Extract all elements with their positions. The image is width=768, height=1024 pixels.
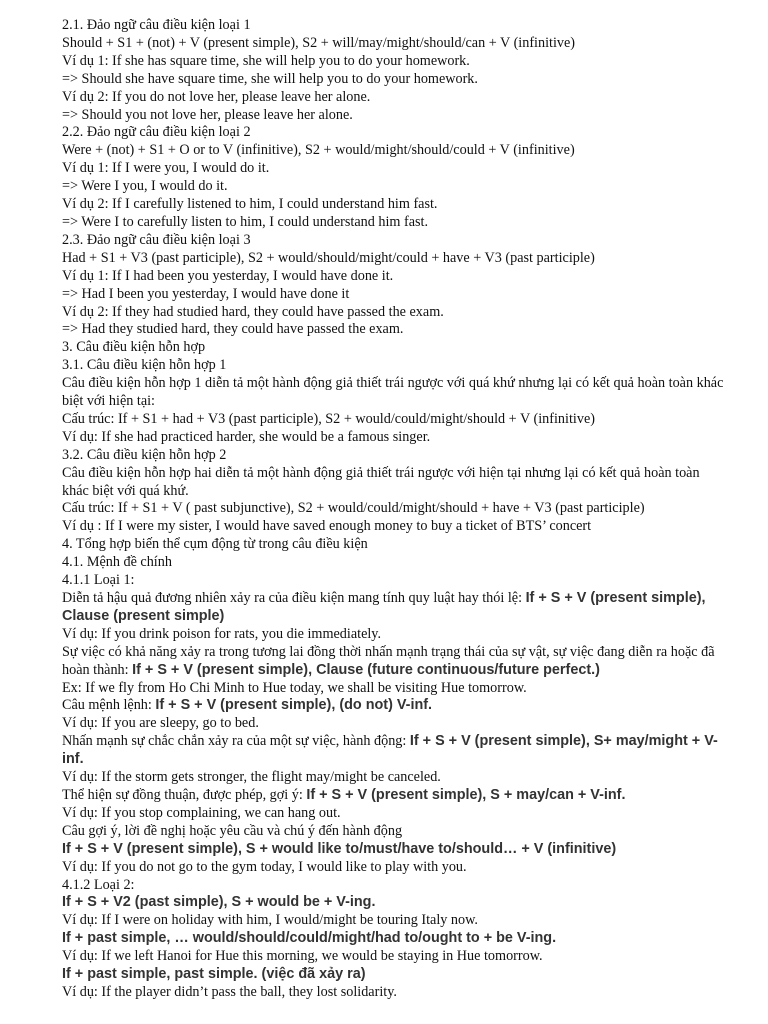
example-line: Ví dụ: If you do not go to the gym today, I would like to play with you.	[62, 858, 467, 875]
example-line: Ví dụ: If I were on holiday with him, I would/might be touring Italy now.	[62, 912, 478, 929]
paragraph-text: Nhấn mạnh sự chắc chắn xảy ra của một sự việc, hành động:	[62, 733, 410, 750]
formula-bold: If + past simple, … would/should/could/might/had to/ought to + be V-ing.	[62, 930, 557, 947]
formula-bold: If + S + V (present simple), Clause (future continuous/future perfect.)	[132, 661, 600, 678]
paragraph-mixed	[62, 590, 728, 626]
paragraph-mixed	[62, 644, 728, 680]
heading-2-3: 2.3. Đảo ngữ câu điều kiện loại 3	[62, 231, 251, 248]
paragraph: Câu điều kiện hỗn hợp hai diễn tả một hành động giả thiết trái ngược với hiện tại nhưng lại có kết quả hoàn toàn khác biệt với quá khứ.	[62, 464, 700, 499]
formula-bold: If + S + V (present simple), S + may/can + V-inf.	[306, 786, 626, 803]
example-line: Ví dụ: If the player didn’t pass the ball, they lost solidarity.	[62, 983, 397, 1000]
paragraph-text: Câu mệnh lệnh:	[62, 697, 156, 714]
heading-3-2: 3.2. Câu điều kiện hỗn hợp 2	[62, 446, 227, 463]
example-line: Ví dụ: If you drink poison for rats, you die immediately.	[62, 625, 382, 642]
formula-line: Cấu trúc: If + S1 + V ( past subjunctive), S2 + would/could/might/should + have + V3 (past participle)	[62, 500, 645, 517]
example-line: Ví dụ 1: If she has square time, she will help you to do your homework.	[62, 52, 470, 69]
formula-bold: If + S + V (present simple), S + would like to/must/have to/should… + V (infinitive)	[62, 840, 617, 857]
paragraph-text: Thể hiện sự đồng thuận, được phép, gợi ý:	[62, 786, 307, 803]
example-line: Ví dụ: If the storm gets stronger, the flight may/might be canceled.	[62, 769, 441, 786]
heading-2-2: 2.2. Đảo ngữ câu điều kiện loại 2	[62, 124, 251, 141]
paragraph-mixed	[62, 787, 728, 805]
formula-bold: If + S + V (present simple), Clause (present simple)	[62, 590, 706, 624]
paragraph: Câu điều kiện hỗn hợp 1 diễn tả một hành động giả thiết trái ngược với quá khứ nhưng lại có kết quả hoàn toàn khác biệt với hiện tại:	[62, 375, 724, 410]
heading-2-1: 2.1. Đảo ngữ câu điều kiện loại 1	[62, 17, 251, 33]
heading-3: 3. Câu điều kiện hỗn hợp	[62, 339, 206, 356]
example-line: => Had I been you yesterday, I would have done it	[62, 285, 350, 302]
heading-4: 4. Tổng hợp biến thể cụm động từ trong câu điều kiện	[62, 536, 368, 553]
heading-4-1: 4.1. Mệnh đề chính	[62, 554, 172, 571]
formula-line: Had + S1 + V3 (past participle), S2 + would/should/might/could + have + V3 (past participle)	[62, 249, 595, 266]
formula-bold: If + S + V (present simple), S+ may/might + V-inf.	[62, 733, 718, 768]
example-line: => Had they studied hard, they could have passed the exam.	[62, 321, 404, 338]
formula-bold: If + past simple, past simple. (việc đã xảy ra)	[62, 966, 366, 983]
heading-3-1: 3.1. Câu điều kiện hỗn hợp 1	[62, 357, 227, 374]
example-line: => Should she have square time, she will help you to do your homework.	[62, 70, 478, 87]
example-line: Ví dụ 1: If I had been you yesterday, I would have done it.	[62, 267, 394, 284]
example-line: Ví dụ 2: If they had studied hard, they could have passed the exam.	[62, 303, 444, 320]
example-line: Ví dụ: If we left Hanoi for Hue this morning, we would be staying in Hue tomorrow.	[62, 948, 543, 965]
formula-line: Were + (not) + S1 + O or to V (infinitive), S2 + would/might/should/could + V (infinitive)	[62, 142, 575, 159]
paragraph-text: Sự việc có khả năng xảy ra trong tương lai đồng thời nhấn mạnh trạng thái của sự vật, sự việc đang diễn ra hoặc đã hoàn thành:	[62, 643, 715, 678]
paragraph-text: Diễn tả hậu quả đương nhiên xảy ra của điều kiện mang tính quy luật hay thói lệ:	[62, 590, 526, 606]
example-line: Ví dụ: If you stop complaining, we can hang out.	[62, 804, 341, 821]
heading-4-1-1: 4.1.1 Loại 1:	[62, 572, 135, 589]
example-line: Ví dụ 2: If you do not love her, please leave her alone.	[62, 88, 371, 105]
example-line: => Were I to carefully listen to him, I could understand him fast.	[62, 213, 429, 230]
example-line: Ví dụ: If you are sleepy, go to bed.	[62, 715, 259, 732]
example-line: Ví dụ 2: If I carefully listened to him, I could understand him fast.	[62, 196, 438, 213]
formula-bold: If + S + V2 (past simple), S + would be + V-ing.	[62, 894, 376, 911]
heading-4-1-2: 4.1.2 Loại 2:	[62, 876, 135, 893]
paragraph-mixed	[62, 733, 728, 769]
example-line: Ví dụ: If she had practiced harder, she would be a famous singer.	[62, 428, 431, 445]
example-line: => Were I you, I would do it.	[62, 178, 228, 195]
formula-line: Should + S1 + (not) + V (present simple), S2 + will/may/might/should/can + V (infinitive)	[62, 34, 576, 51]
example-line: Ví dụ : If I were my sister, I would have saved enough money to buy a ticket of BTS’ concert	[62, 518, 592, 535]
example-line: Ex: If we fly from Ho Chi Minh to Hue today, we shall be visiting Hue tomorrow.	[62, 679, 527, 696]
formula-bold: If + S + V (present simple), (do not) V-inf.	[155, 697, 433, 714]
paragraph-mixed	[62, 697, 728, 715]
paragraph: Câu gợi ý, lời đề nghị hoặc yêu cầu và chú ý đến hành động	[62, 822, 403, 839]
example-line: Ví dụ 1: If I were you, I would do it.	[62, 160, 270, 177]
example-line: => Should you not love her, please leave her alone.	[62, 106, 353, 123]
formula-line: Cấu trúc: If + S1 + had + V3 (past participle), S2 + would/could/might/should + V (infinitive)	[62, 410, 595, 427]
